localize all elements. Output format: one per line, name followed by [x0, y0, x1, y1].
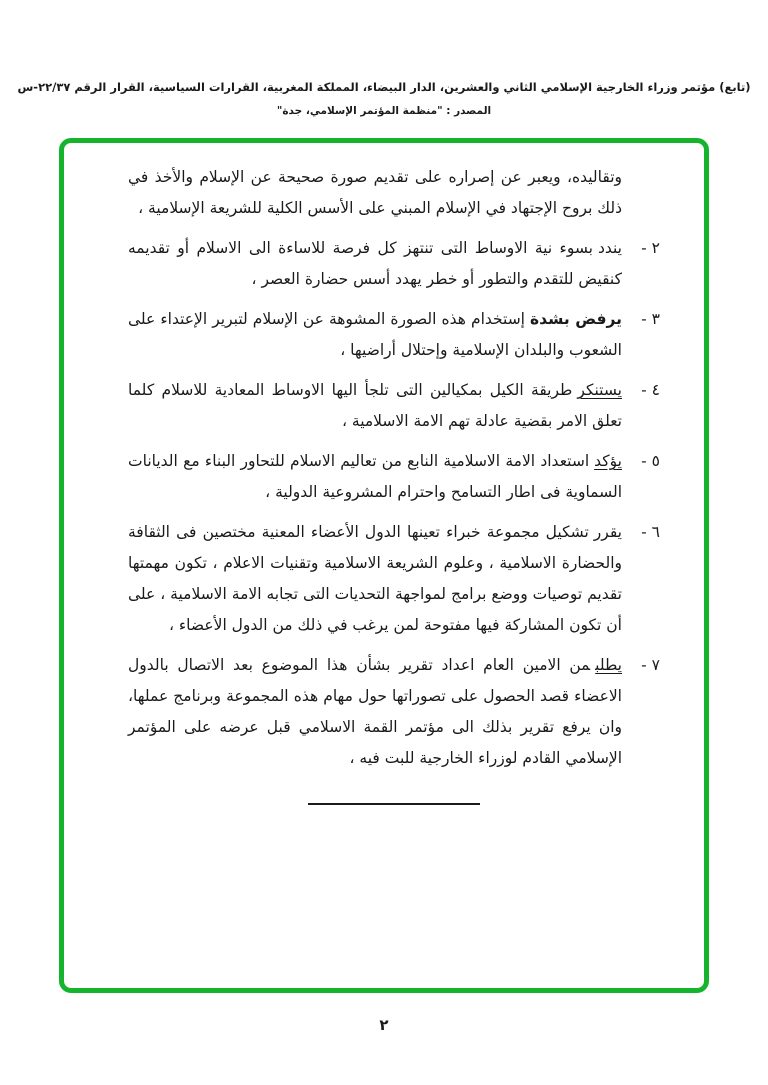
page-number: ٢ — [379, 1016, 389, 1034]
item-text — [128, 233, 622, 295]
item-body-text: استعداد الامة الاسلامية النابع من تعاليم الاسلام للتحاور البناء مع الديانات السماوية فى اطار التسامح واحترام المشروعية الدولية ، — [128, 452, 622, 501]
item-body-text: بسوء نية الاوساط التى تنتهز كل فرصة للاساءة الى الاسلام أو تقديمه كنقيض للتقدم والتطور أو خطر يهدد أسس حضارة العصر ، — [128, 239, 622, 288]
item-number: ٤ - — [641, 381, 660, 399]
item-text — [128, 446, 622, 508]
section-divider — [308, 803, 480, 805]
item-text — [128, 304, 622, 366]
item-body-text: من الامين العام اعداد تقرير بشأن هذا الموضوع بعد الاتصال بالدول الاعضاء قصد الحصول على تصوراتها حول مهام هذه المجموعة وبرنامج عملها، وان يرفع تقرير بذلك الى مؤتمر القمة الاسلامي قبل عرضه على المؤتمر الإسلامي القادم لوزراء الخارجية للبت فيه ، — [128, 656, 622, 767]
item-lead-word: يستنكر — [577, 381, 622, 399]
document-header — [0, 0, 768, 117]
item-lead-word: يقرر — [593, 523, 622, 541]
resolution-item-3 — [128, 304, 660, 366]
resolution-item-7 — [128, 650, 660, 774]
item-lead-word: يطلب — [595, 656, 622, 674]
resolution-text-box — [59, 138, 709, 993]
resolution-item-2 — [128, 233, 660, 295]
item-text — [128, 517, 622, 641]
resolution-item-5 — [128, 446, 660, 508]
item-lead-word: يرفض بشدة — [530, 310, 622, 328]
item-text — [128, 650, 622, 774]
intro-paragraph: وتقاليده، ويعبر عن إصراره على تقديم صورة صحيحة عن الإسلام والأخذ في ذلك بروح الإجتهاد في الإسلام المبني على الأسس الكلية للشريعة الإسلامية ، — [128, 168, 622, 217]
header-title: (تابع) مؤتمر وزراء الخارجية الإسلامي الثاني والعشرين، الدار البيضاء، المملكة المغربية، القرارات السياسية، القرار الرقم ٢٢/٣٧-س — [17, 80, 751, 94]
item-number: ٥ - — [641, 452, 660, 470]
item-number: ٢ - — [641, 239, 660, 257]
item-lead-word: يؤكد — [594, 452, 622, 470]
page-footer — [0, 1015, 768, 1034]
item-number: ٦ - — [641, 523, 660, 541]
resolution-item-6 — [128, 517, 660, 641]
header-source: المصدر : "منظمة المؤتمر الإسلامي، جدة" — [276, 105, 492, 117]
resolution-item-4 — [128, 375, 660, 437]
item-body-text: تشكيل مجموعة خبراء تعينها الدول الأعضاء المعنية مختصين فى الثقافة والحضارة الاسلامية ، وعلوم الشريعة الاسلامية وتقنيات الاعلام ، تكون مهمتها تقديم توصيات ووضع برامج لمواجهة التحديات التى تجابه الامة الاسلامية ، على أن تكون المشاركة فيها مفتوحة لمن يرغب في ذلك من الدول الأعضاء ، — [128, 523, 622, 634]
item-text — [128, 375, 622, 437]
item-body-text: إستخدام هذه الصورة المشوهة عن الإسلام لتبرير الإعتداء على الشعوب والبلدان الإسلامية وإحتلال أراضيها ، — [128, 310, 622, 359]
item-number: ٧ - — [641, 656, 660, 674]
item-lead-word: يندد — [597, 239, 622, 257]
item-body-text: طريقة الكيل بمكيالين التى تلجأ اليها الاوساط المعادية للاسلام كلما تعلق الامر بقضية عادلة تهم الامة الاسلامية ، — [128, 381, 622, 430]
item-number: ٣ - — [641, 310, 660, 328]
